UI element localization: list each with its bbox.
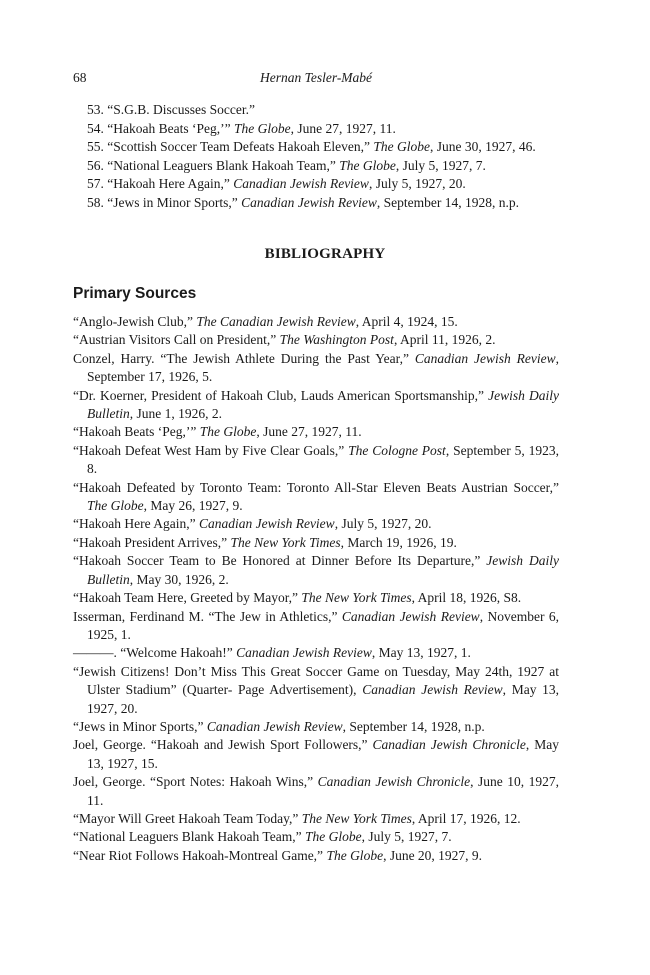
endnote-item: [87, 194, 567, 213]
citation-text: “Jews in Minor Sports,”: [73, 718, 207, 734]
citation-text: “Hakoah Here Again,”: [73, 516, 199, 532]
endnote-item: [87, 101, 567, 120]
publication-title: Jewish Daily Bulletin: [87, 387, 559, 422]
citation-text: “Hakoah Soccer Team to Be Honored at Dinner Before Its Departure,”: [73, 553, 487, 569]
bibliography-entry: [73, 663, 559, 718]
citation-text: , September 17, 1926, 5.: [87, 350, 559, 385]
bibliography-entry: [73, 718, 559, 736]
publication-title: The Globe: [304, 829, 362, 845]
publication-title: Canadian Jewish Review: [198, 516, 335, 532]
bibliography-heading: BIBLIOGRAPHY: [264, 246, 386, 262]
citation-text: “National Leaguers Blank Hakoah Team,”: [73, 829, 305, 845]
bibliography-entry: [73, 515, 559, 533]
publication-title: The Globe: [339, 157, 396, 173]
endnote-item: [87, 157, 567, 176]
bibliography-entry: [73, 313, 559, 331]
publication-title: The Globe: [199, 424, 257, 440]
citation-text: “Mayor Will Greet Hakoah Team Today,”: [73, 810, 302, 826]
bibliography-entry: [73, 773, 559, 810]
bibliography-entries: [73, 313, 559, 865]
citation-text: , September 5, 1923, 8.: [87, 442, 560, 477]
citation-text: “Near Riot Follows Hakoah-Montreal Game,”: [73, 847, 327, 863]
publication-title: Canadian Jewish Review: [233, 176, 369, 192]
page-header: [73, 70, 559, 88]
page-number: 68: [73, 70, 87, 85]
publication-title: The Globe: [373, 139, 430, 155]
bibliography-entry: [73, 828, 559, 846]
citation-text: “S.G.B. Discusses Soccer.”: [107, 102, 255, 117]
publication-title: The Washington Post: [279, 332, 394, 348]
bibliography-entry: [73, 552, 559, 589]
citation-text: “Hakoah Defeat West Ham by Five Clear Goals,”: [73, 442, 349, 458]
bibliography-entry: [73, 350, 559, 387]
publication-title: Canadian Jewish Review: [241, 194, 377, 210]
citation-text: , June 30, 1927, 46.: [429, 139, 536, 155]
publication-title: Canadian Jewish Chronicle: [372, 737, 526, 753]
publication-title: The Globe: [233, 120, 291, 136]
publication-title: Canadian Jewish Review: [236, 645, 372, 661]
citation-text: “Dr. Koerner, President of Hakoah Club, Lauds American Sportsmanship,”: [73, 387, 489, 403]
bibliography-entry: [73, 736, 559, 773]
citation-text: Joel, George. “Hakoah and Jewish Sport Followers,”: [73, 737, 373, 753]
citation-text: , June 20, 1927, 9.: [383, 847, 483, 863]
endnote-number: 58.: [87, 194, 108, 210]
citation-text: “Anglo-Jewish Club,”: [73, 314, 197, 329]
citation-text: , September 14, 1928, n.p.: [342, 718, 485, 734]
bibliography-entry: [73, 644, 559, 662]
citation-text: , September 14, 1928, n.p.: [376, 194, 519, 210]
publication-title: The Globe: [87, 498, 144, 514]
endnote-number: 53.: [87, 102, 108, 117]
citation-text: , March 19, 1926, 19.: [340, 534, 457, 550]
bibliography-entry: [73, 847, 559, 865]
publication-title: The New York Times: [301, 590, 412, 606]
endnote-number: 54.: [87, 120, 108, 136]
citation-text: , November 6, 1925, 1.: [87, 608, 559, 642]
publication-title: The Globe: [326, 847, 384, 863]
citation-text: Joel, George. “Sport Notes: Hakoah Wins,”: [73, 774, 318, 790]
citation-text: “Jewish Citizens! Don’t Miss This Great Soccer Game on Tuesday, May 24th, 1927 at Ulster Stadium” (Quarter- Page Advertisement),: [73, 663, 559, 698]
citation-text: “Hakoah Beats ‘Peg,’”: [73, 424, 200, 440]
citation-text: , May 13, 1927, 20.: [87, 682, 560, 716]
citation-text: , June 27, 1927, 11.: [290, 120, 396, 136]
endnotes-list: [87, 101, 567, 213]
publication-title: Canadian Jewish Review: [206, 718, 343, 734]
citation-text: , April 18, 1926, S8.: [411, 590, 522, 606]
publication-title: Canadian Jewish Review: [414, 350, 556, 366]
citation-text: “Austrian Visitors Call on President,”: [73, 332, 280, 348]
primary-sources-heading: Primary Sources: [73, 285, 197, 302]
bibliography-entry: [73, 442, 559, 479]
endnote-item: [87, 138, 567, 157]
endnote-item: [87, 175, 567, 194]
publication-title: Canadian Jewish Chronicle: [317, 774, 471, 790]
endnote-item: [87, 120, 567, 139]
bibliography-entry: [73, 479, 559, 516]
endnote-number: 57.: [87, 176, 108, 192]
publication-title: The Cologne Post: [348, 442, 446, 458]
citation-text: , July 5, 1927, 20.: [334, 516, 432, 532]
citation-text: “Hakoah Team Here, Greeted by Mayor,”: [73, 590, 302, 606]
citation-text: , June 1, 1926, 2.: [129, 406, 222, 422]
citation-text: “Hakoah President Arrives,”: [73, 534, 231, 550]
citation-text: , May 13, 1927, 15.: [87, 737, 559, 771]
running-head: Hernan Tesler-Mabé: [259, 70, 373, 85]
citation-text: , April 4, 1924, 15.: [355, 314, 458, 329]
citation-text: , July 5, 1927, 20.: [368, 176, 466, 192]
bibliography-entry: [73, 534, 559, 552]
publication-title: Canadian Jewish Review: [362, 682, 503, 698]
publication-title: The Canadian Jewish Review: [196, 314, 356, 329]
citation-text: , June 10, 1927, 11.: [87, 774, 560, 808]
publication-title: Jewish Daily Bulletin: [87, 553, 559, 587]
citation-text: ———. “Welcome Hakoah!”: [73, 645, 237, 661]
endnote-number: 55.: [87, 139, 108, 155]
citation-text: “Hakoah Defeated by Toronto Team: Toronto All-Star Eleven Beats Austrian Soccer,”: [73, 479, 559, 495]
citation-text: , July 5, 1927, 7.: [395, 157, 486, 173]
citation-text: Isserman, Ferdinand M. “The Jew in Athletics,”: [73, 608, 342, 624]
bibliography-entry: [73, 810, 559, 828]
citation-text: , May 30, 1926, 2.: [129, 571, 229, 587]
citation-text: “National Leaguers Blank Hakoah Team,”: [107, 157, 340, 173]
citation-text: , May 13, 1927, 1.: [371, 645, 471, 661]
publication-title: Canadian Jewish Review: [341, 608, 480, 624]
bibliography-entry: [73, 589, 559, 607]
citation-text: “Hakoah Here Again,”: [107, 176, 234, 192]
citation-text: “Scottish Soccer Team Defeats Hakoah Eleven,”: [107, 139, 374, 155]
citation-text: Conzel, Harry. “The Jewish Athlete During the Past Year,”: [73, 350, 415, 366]
bibliography-entry: [73, 331, 559, 349]
citation-text: , June 27, 1927, 11.: [256, 424, 362, 440]
bibliography-entry: [73, 423, 559, 441]
citation-text: , July 5, 1927, 7.: [361, 829, 452, 845]
citation-text: , April 11, 1926, 2.: [393, 332, 496, 348]
citation-text: , April 17, 1926, 12.: [411, 810, 521, 826]
publication-title: The New York Times: [230, 534, 341, 550]
bibliography-entry: [73, 387, 559, 424]
citation-text: , May 26, 1927, 9.: [143, 498, 243, 514]
publication-title: The New York Times: [301, 810, 412, 826]
citation-text: “Hakoah Beats ‘Peg,’”: [107, 120, 234, 136]
endnote-number: 56.: [87, 157, 108, 173]
citation-text: “Jews in Minor Sports,”: [107, 194, 242, 210]
bibliography-entry: [73, 608, 559, 645]
